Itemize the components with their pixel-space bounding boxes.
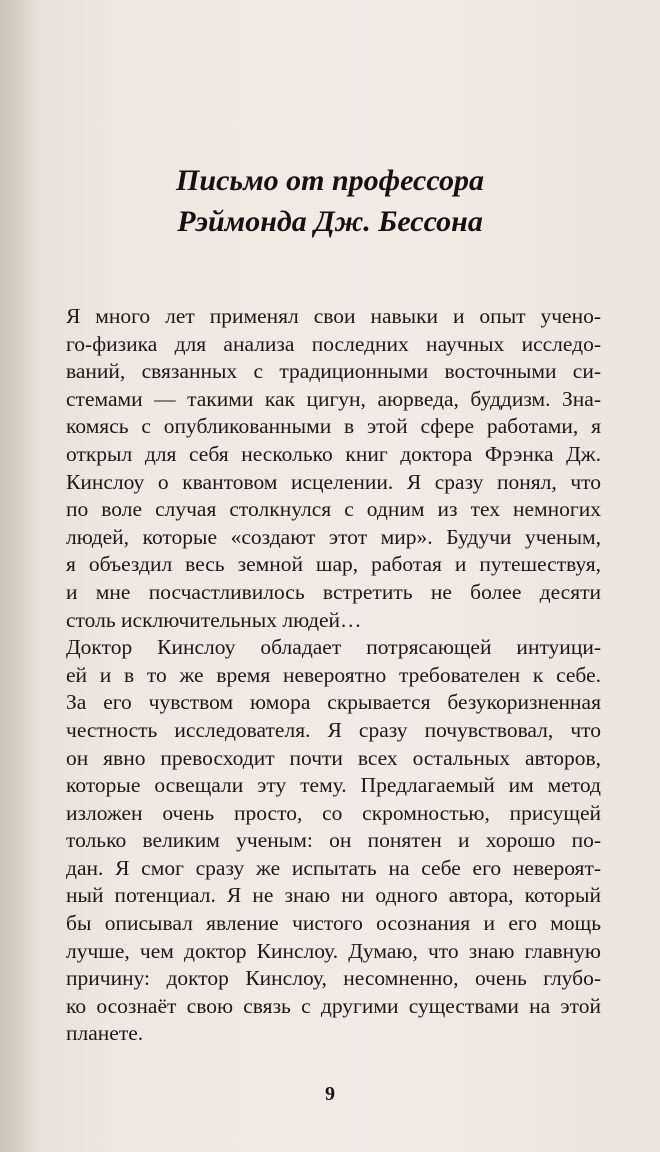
text-line: го-физика для анализа последних научных исследо- <box>66 331 601 356</box>
chapter-title-line-1: Письмо от профессора <box>176 164 484 197</box>
text-line: открыл для себя несколько книг доктора Фрэнка Дж. <box>66 441 601 466</box>
text-line: комясь с опубликованными в этой сфере работами, я <box>66 414 601 439</box>
text-line: которые освещали эту тему. Предлагаемый им метод <box>66 773 601 798</box>
letter-body <box>66 303 601 1048</box>
text-line: ей и в то же время невероятно требователен к себе. <box>66 662 601 687</box>
text-line: и мне посчастливилось встретить не более десяти <box>66 579 601 604</box>
text-line: дан. Я смог сразу же испытать на себе его невероят- <box>66 855 601 880</box>
text-line: столь исключительных людей… <box>66 607 362 632</box>
text-line: только великим ученым: он понятен и хорошо по- <box>66 828 601 853</box>
paragraph-2 <box>66 634 601 1048</box>
text-line: Доктор Кинслоу обладает потрясающей интуици- <box>66 635 601 660</box>
text-line: людей, которые «создают этот мир». Будучи ученым, <box>66 524 601 549</box>
text-line: Я много лет применял свои навыки и опыт учено- <box>66 304 601 328</box>
chapter-title <box>0 160 660 242</box>
chapter-title-line-2: Рэймонда Дж. Бессона <box>177 205 483 238</box>
text-line: причину: доктор Кинслоу, несомненно, очень глубо- <box>66 966 601 991</box>
text-line: За его чувством юмора скрывается безукоризненная <box>66 690 601 715</box>
text-line: я объездил весь земной шар, работая и путешествуя, <box>66 552 601 577</box>
text-line: по воле случая столкнулся с одним из тех немногих <box>66 497 601 522</box>
text-line: ко осознаёт свою связь с другими существами на этой <box>66 993 601 1018</box>
text-line: ный потенциал. Я не знаю ни одного автора, который <box>66 883 601 908</box>
text-line: Кинслоу о квантовом исцелении. Я сразу понял, что <box>66 469 601 494</box>
paragraph-1 <box>66 303 601 634</box>
text-line: стемами — такими как цигун, аюрведа, буддизм. Зна- <box>66 386 601 411</box>
text-line: бы описывал явление чистого осознания и его мощь <box>66 911 601 936</box>
text-line: ваний, связанных с традиционными восточными си- <box>66 359 601 384</box>
text-line: он явно превосходит почти всех остальных авторов, <box>66 745 601 770</box>
text-line: планете. <box>66 1021 144 1046</box>
text-line: изложен очень просто, со скромностью, присущей <box>66 800 601 825</box>
text-line: лучше, чем доктор Кинслоу. Думаю, что знаю главную <box>66 938 601 963</box>
text-line: честность исследователя. Я сразу почувствовал, что <box>66 717 601 742</box>
page-number: 9 <box>325 1083 335 1105</box>
